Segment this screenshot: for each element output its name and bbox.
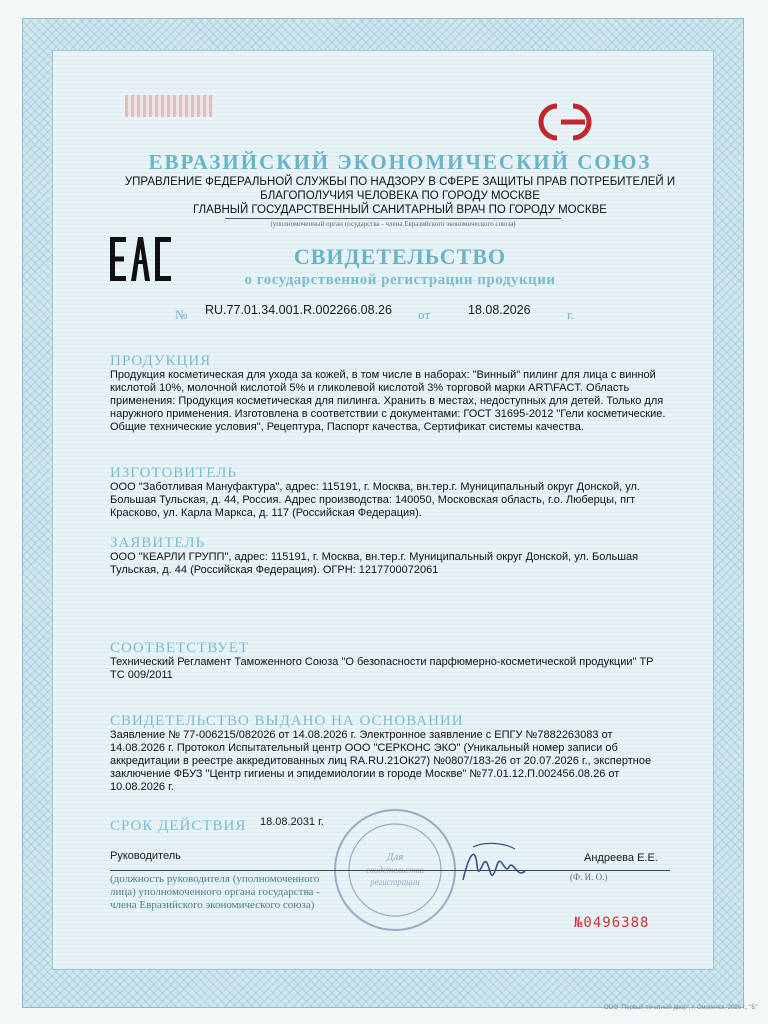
authority-line: БЛАГОПОЛУЧИЯ ЧЕЛОВЕКА ПО ГОРОДУ МОСКВЕ xyxy=(260,190,540,202)
section-heading: СВИДЕТЕЛЬСТВО ВЫДАНО НА ОСНОВАНИИ xyxy=(110,713,464,729)
applicant-section xyxy=(110,536,670,577)
authority-caption: (уполномоченный орган государства - члена Евразийского экономического союза) xyxy=(225,218,561,228)
signer-name: Андреева Е.Е. xyxy=(584,852,658,864)
se-logo-icon xyxy=(533,100,597,144)
serial-number: №0496388 xyxy=(574,915,650,931)
signature-line xyxy=(110,870,670,871)
certificate-title: СВИДЕТЕЛЬСТВО xyxy=(293,244,507,269)
position-caption-line: лица) уполномоченного органа государства - xyxy=(110,886,320,898)
eac-mark-icon xyxy=(108,234,174,284)
section-heading: СООТВЕТСТВУЕТ xyxy=(110,640,250,656)
printer-note: ООО "Первый печатный двор", г. Смоленск, 2025 г., "Б" xyxy=(604,1005,758,1011)
svg-text:Для: Для xyxy=(386,851,404,863)
fio-caption: (Ф. И. О.) xyxy=(570,872,608,882)
handwritten-signature-icon xyxy=(455,835,535,895)
section-text: Продукция косметическая для ухода за кожей, в том числе в наборах: "Винный" пилинг для лица с винной кислотой 10%, молочной кислотой 5% и гликолевой кислотой 3% торговой марки ART\FACT. Область применения: Продукция косметическая для пилинга. Хранить в местах, недоступных для детей. Только для наружного применения. Изготовлена в соответствии с документами: ГОСТ 31695-2012 "Гели косметические. Общие технические условия", Рецептура, Паспорт качества, Сертификат системы качества. xyxy=(110,369,666,433)
section-heading: ПРОДУКЦИЯ xyxy=(110,353,212,369)
section-heading: ИЗГОТОВИТЕЛЬ xyxy=(110,465,238,481)
authority-line: ГЛАВНЫЙ ГОСУДАРСТВЕННЫЙ САНИТАРНЫЙ ВРАЧ ПО ГОРОДУ МОСКВЕ xyxy=(193,204,607,216)
registration-row xyxy=(175,303,595,323)
product-section xyxy=(110,354,670,434)
validity-heading: СРОК ДЕЙСТВИЯ xyxy=(110,818,247,834)
validity-date: 18.08.2031 г. xyxy=(260,816,324,828)
date-from-label: от xyxy=(418,307,431,322)
year-suffix-label: г. xyxy=(567,307,575,322)
section-text: Технический Регламент Таможенного Союза "О безопасности парфюмерно-косметической продукции" ТР ТС 009/2011 xyxy=(110,656,654,681)
section-heading: ЗАЯВИТЕЛЬ xyxy=(110,535,206,551)
svg-text:регистрации: регистрации xyxy=(370,877,420,887)
section-text: ООО "КЕАРЛИ ГРУПП", адрес: 115191, г. Москва, вн.тер.г. Муниципальный округ Донской, ул. Большая Тульская, д. 44 (Российская Федерация). ОГРН: 1217700072061 xyxy=(110,551,639,576)
registration-number: RU.77.01.34.001.R.002266.08.26 xyxy=(205,303,392,317)
section-text: Заявление № 77-006215/082026 от 14.08.2026 г. Электронное заявление с ЕПГУ №7882263083 от 14.08.2026 г. Протокол Испытательный центр ООО "СЕРКОНС ЭКО" (Уникальный номер записи об аккредитации в реестре аккредитованных лиц RA.RU.21ОК27) №0807/183-26 от 20.07.2026 г., экспертное заключение ФБУЗ "Центр гигиены и эпидемиологии в городе Москве" №77.01.12.П.002456.08.26 от 10.08.2026 г. xyxy=(110,729,652,793)
conforms-section xyxy=(110,641,670,682)
number-label: № xyxy=(175,307,188,322)
authority-header xyxy=(118,175,682,217)
security-strip xyxy=(125,95,213,117)
authority-line: УПРАВЛЕНИЕ ФЕДЕРАЛЬНОЙ СЛУЖБЫ ПО НАДЗОРУ В СФЕРЕ ЗАЩИТЫ ПРАВ ПОТРЕБИТЕЛЕЙ И xyxy=(124,176,676,188)
position-caption xyxy=(110,873,390,912)
basis-section xyxy=(110,714,670,794)
signer-role: Руководитель xyxy=(110,850,181,862)
certificate-subtitle: о государственной регистрации продукции xyxy=(244,272,556,288)
section-text: ООО "Заботливая Мануфактура", адрес: 115191, г. Москва, вн.тер.г. Муниципальный округ Донской, ул. Большая Тульская, д. 44, Россия. Адрес производства: 140050, Московская область, г.о. Люберцы, пгт Красково, ул. Карла Маркса, д. 117 (Российская Федерация). xyxy=(110,481,640,519)
union-title: ЕВРАЗИЙСКИЙ ЭКОНОМИЧЕСКИЙ СОЮЗ xyxy=(148,150,652,174)
position-caption-line: члена Евразийского экономического союза) xyxy=(110,899,315,911)
registration-date: 18.08.2026 xyxy=(468,303,531,317)
manufacturer-section xyxy=(110,466,670,520)
svg-text:свидетельства: свидетельства xyxy=(365,865,425,875)
position-caption-line: (должность руководителя (уполномоченного xyxy=(110,873,320,885)
